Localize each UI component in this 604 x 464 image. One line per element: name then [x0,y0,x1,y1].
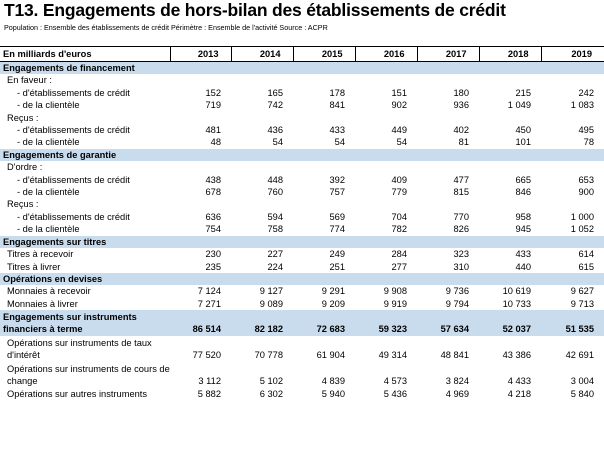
value-cell [170,74,231,86]
value-cell: 235 [205,261,221,272]
value-cell: 227 [267,249,283,260]
value-cell: 5 882 [197,389,221,400]
value-cell: 10 619 [502,286,531,297]
value-cell: 9 736 [445,286,469,297]
value-cell: 59 323 [355,310,417,336]
row-label: Titres à recevoir [7,249,74,260]
offbalance-table [0,46,604,401]
row-label: Opérations sur instruments de taux d'intérêt [7,338,152,361]
page-title: T13. Engagements de hors-bilan des établissements de crédit [4,0,506,20]
value-cell: 936 [453,100,469,111]
table-row [0,336,604,362]
value-cell: 1 083 [570,100,594,111]
row-label: Monnaies à recevoir [7,286,91,297]
value-cell: 742 [267,100,283,111]
row-label: En faveur : [7,75,52,86]
table-row [0,388,604,400]
value-cell: 249 [329,249,345,260]
row-label: - de la clientèle [17,137,80,148]
value-cell: 9 209 [321,298,345,309]
table-row [0,285,604,297]
value-cell: 9 908 [383,286,407,297]
value-cell: 48 841 [440,350,469,361]
value-cell: 43 386 [502,350,531,361]
value-cell [231,198,293,210]
value-cell: 77 520 [192,350,221,361]
value-cell: 438 [205,174,221,185]
value-cell: 902 [391,100,407,111]
row-label: - d'établissements de crédit [17,211,130,222]
section-total-row [0,310,604,336]
row-label: - de la clientèle [17,100,80,111]
row-label: Opérations sur autres instruments [7,389,148,400]
value-cell: 392 [329,174,345,185]
value-cell [355,161,417,173]
row-label: Engagements sur instruments financiers à terme [0,310,170,336]
value-cell [293,161,355,173]
header-row [0,47,604,62]
value-cell [355,198,417,210]
value-cell: 3 112 [198,376,221,387]
value-cell [170,112,231,124]
value-cell [479,62,541,75]
value-cell: 440 [515,261,531,272]
value-cell: 49 314 [378,350,407,361]
value-cell: 4 839 [321,376,345,387]
table-row [0,99,604,111]
row-label: Engagements sur titres [0,236,170,248]
value-cell: 636 [205,211,221,222]
row-label: - d'établissements de crédit [17,87,130,98]
value-cell [231,74,293,86]
value-cell: 224 [267,261,283,272]
value-cell [479,236,541,248]
year-header: 2019 [541,47,604,62]
value-cell: 815 [453,187,469,198]
value-cell [417,112,479,124]
value-cell: 614 [578,249,594,260]
value-cell [170,198,231,210]
year-header: 2018 [479,47,541,62]
value-cell [541,236,604,248]
subhead-row [0,112,604,124]
value-cell: 4 218 [507,389,531,400]
table-row [0,186,604,198]
value-cell [231,161,293,173]
value-cell: 7 124 [197,286,221,297]
value-cell: 481 [205,125,221,136]
value-cell: 42 691 [565,350,594,361]
value-cell [293,112,355,124]
row-label: Reçus : [7,112,39,123]
value-cell: 841 [329,100,345,111]
value-cell [293,74,355,86]
value-cell [541,62,604,75]
value-cell: 3 004 [570,376,594,387]
value-cell [541,74,604,86]
value-cell [479,149,541,161]
year-header: 2017 [417,47,479,62]
year-header: 2015 [293,47,355,62]
table-row [0,362,604,388]
value-cell [417,149,479,161]
table-row [0,223,604,235]
value-cell: 310 [453,261,469,272]
value-cell [417,74,479,86]
row-label: D'ordre : [7,162,43,173]
value-cell [170,273,231,285]
value-cell [541,112,604,124]
value-cell: 9 794 [445,298,469,309]
value-cell: 1 052 [570,224,594,235]
value-cell: 945 [515,224,531,235]
value-cell: 779 [391,187,407,198]
unit-label: En milliards d'euros [0,47,170,62]
row-label: Engagements de financement [0,62,170,75]
value-cell: 594 [267,211,283,222]
value-cell [355,236,417,248]
table-row [0,87,604,99]
value-cell: 10 733 [502,298,531,309]
subhead-row [0,198,604,210]
value-cell [231,273,293,285]
value-cell: 48 [210,137,221,148]
value-cell: 826 [453,224,469,235]
value-cell: 242 [578,87,594,98]
value-cell: 54 [272,137,283,148]
value-cell: 82 182 [231,310,293,336]
value-cell [417,198,479,210]
value-cell [541,273,604,285]
table-row [0,136,604,148]
value-cell: 230 [205,249,221,260]
value-cell: 436 [267,125,283,136]
value-cell: 277 [391,261,407,272]
row-label: Opérations sur instruments de cours de change [7,364,170,387]
value-cell [293,273,355,285]
row-label: Opérations en devises [0,273,170,285]
value-cell: 569 [329,211,345,222]
value-cell [355,112,417,124]
value-cell [231,149,293,161]
value-cell [417,62,479,75]
table-row [0,298,604,310]
value-cell: 81 [458,137,469,148]
table-row [0,174,604,186]
value-cell [355,74,417,86]
value-cell: 72 683 [293,310,355,336]
value-cell [231,112,293,124]
value-cell [355,273,417,285]
value-cell: 54 [396,137,407,148]
value-cell: 4 433 [507,376,531,387]
value-cell [479,74,541,86]
value-cell [170,161,231,173]
value-cell: 57 634 [417,310,479,336]
value-cell: 9 713 [570,298,594,309]
row-label: - de la clientèle [17,187,80,198]
section-row [0,149,604,161]
value-cell [417,236,479,248]
value-cell: 758 [267,224,283,235]
value-cell: 3 824 [445,376,469,387]
value-cell: 323 [453,249,469,260]
value-cell: 450 [515,125,531,136]
value-cell: 86 514 [170,310,231,336]
table-row [0,211,604,223]
value-cell [231,236,293,248]
value-cell [170,236,231,248]
value-cell: 284 [391,249,407,260]
value-cell: 678 [205,187,221,198]
value-cell: 774 [329,224,345,235]
value-cell: 448 [267,174,283,185]
row-label: - d'établissements de crédit [17,125,130,136]
value-cell: 958 [515,211,531,222]
value-cell: 178 [329,87,345,98]
value-cell [293,149,355,161]
value-cell: 433 [329,125,345,136]
value-cell: 433 [515,249,531,260]
value-cell: 61 904 [316,350,345,361]
value-cell [355,149,417,161]
value-cell: 5 436 [383,389,407,400]
value-cell: 665 [515,174,531,185]
value-cell: 151 [391,87,407,98]
value-cell: 846 [515,187,531,198]
year-header: 2013 [170,47,231,62]
subhead-row [0,161,604,173]
row-label: Monnaies à livrer [7,298,78,309]
year-header: 2016 [355,47,417,62]
row-label: Engagements de garantie [0,149,170,161]
value-cell: 1 049 [507,100,531,111]
section-row [0,273,604,285]
value-cell: 6 302 [259,389,283,400]
value-cell: 9 627 [570,286,594,297]
value-cell [541,161,604,173]
table-row [0,261,604,273]
value-cell: 5 940 [321,389,345,400]
value-cell: 9 089 [259,298,283,309]
value-cell: 4 969 [445,389,469,400]
value-cell: 54 [334,137,345,148]
value-cell [293,62,355,75]
value-cell [479,161,541,173]
value-cell: 251 [329,261,345,272]
subhead-row [0,74,604,86]
value-cell: 760 [267,187,283,198]
value-cell: 900 [578,187,594,198]
value-cell: 495 [578,125,594,136]
value-cell: 653 [578,174,594,185]
value-cell: 51 535 [541,310,604,336]
year-header: 2014 [231,47,293,62]
value-cell: 5 102 [259,376,283,387]
value-cell: 757 [329,187,345,198]
value-cell: 449 [391,125,407,136]
value-cell [170,62,231,75]
value-cell: 7 271 [197,298,221,309]
value-cell: 1 000 [570,211,594,222]
value-cell [231,62,293,75]
value-cell: 180 [453,87,469,98]
value-cell [417,273,479,285]
value-cell [355,62,417,75]
value-cell [479,198,541,210]
value-cell: 4 573 [383,376,407,387]
value-cell [170,149,231,161]
value-cell: 101 [515,137,531,148]
value-cell: 5 840 [570,389,594,400]
value-cell: 719 [205,100,221,111]
value-cell [479,112,541,124]
value-cell: 770 [453,211,469,222]
value-cell: 52 037 [479,310,541,336]
section-row [0,62,604,75]
value-cell: 477 [453,174,469,185]
value-cell: 9 127 [259,286,283,297]
value-cell [293,198,355,210]
value-cell: 9 919 [383,298,407,309]
row-label: Titres à livrer [7,261,61,272]
value-cell: 78 [583,137,594,148]
value-cell: 165 [267,87,283,98]
value-cell: 402 [453,125,469,136]
table-row [0,248,604,260]
value-cell: 782 [391,224,407,235]
value-cell [293,236,355,248]
value-cell [541,149,604,161]
value-cell [541,198,604,210]
value-cell: 152 [205,87,221,98]
value-cell: 615 [578,261,594,272]
value-cell: 409 [391,174,407,185]
value-cell: 215 [515,87,531,98]
row-label: - d'établissements de crédit [17,174,130,185]
section-row [0,236,604,248]
value-cell: 70 778 [254,350,283,361]
row-label: Reçus : [7,199,39,210]
table-row [0,124,604,136]
row-label: - de la clientèle [17,224,80,235]
value-cell [479,273,541,285]
value-cell: 754 [205,224,221,235]
value-cell [417,161,479,173]
value-cell: 9 291 [321,286,345,297]
value-cell: 704 [391,211,407,222]
page-subtitle: Population : Ensemble des établissements de crédit Périmètre : Ensemble de l'activité Source : ACPR [4,23,328,32]
